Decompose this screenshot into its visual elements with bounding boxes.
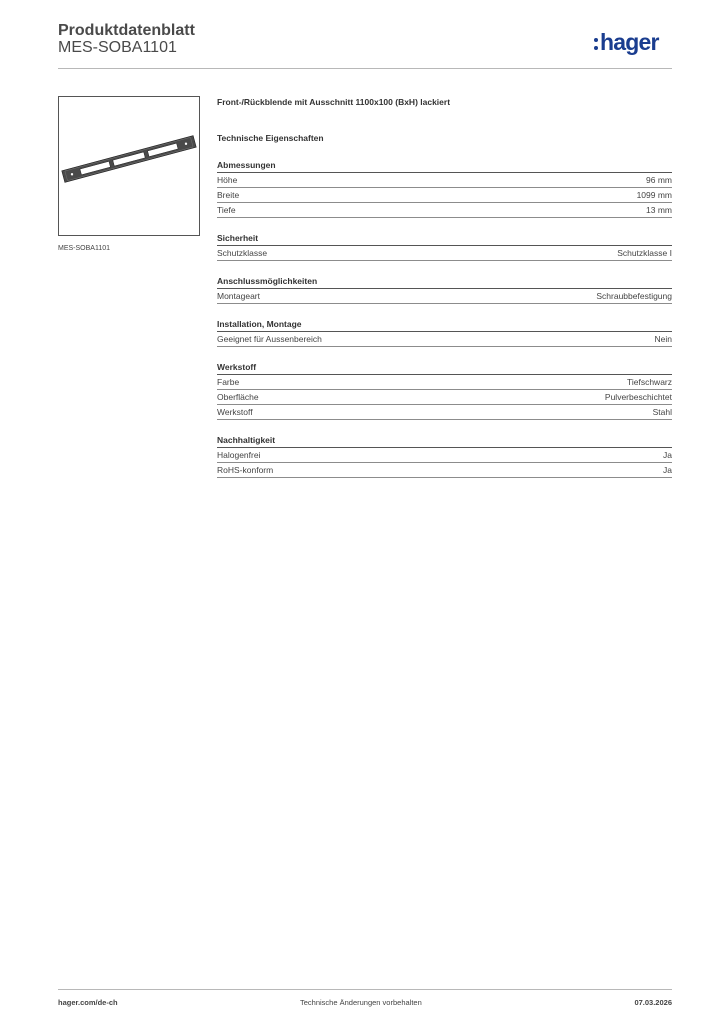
spec-label: Montageart <box>217 291 260 301</box>
spec-label: Breite <box>217 190 240 200</box>
spec-value: 1099 mm <box>636 190 672 200</box>
image-caption: MES-SOBA1101 <box>58 245 111 252</box>
spec-value: 96 mm <box>646 175 672 185</box>
spec-value: Stahl <box>652 407 672 417</box>
product-description: Front-/Rückblende mit Ausschnitt 1100x100 (BxH) lackiert <box>217 97 451 107</box>
section-sicherheit <box>217 231 672 261</box>
spec-value: Tiefschwarz <box>626 377 672 387</box>
logo-dots-icon <box>594 38 598 50</box>
header-divider <box>58 68 672 69</box>
section-title: Sicherheit <box>217 231 672 246</box>
logo-text: hager <box>600 29 659 55</box>
spec-row <box>217 289 672 304</box>
spec-label: Werkstoff <box>217 407 253 417</box>
section-nachhaltigkeit <box>217 433 672 478</box>
footer-url[interactable]: hager.com/de-ch <box>58 998 118 1007</box>
spec-row <box>217 188 672 203</box>
spec-value: Pulverbeschichtet <box>604 392 672 402</box>
spec-row <box>217 448 672 463</box>
spec-row <box>217 375 672 390</box>
footer-note: Technische Änderungen vorbehalten <box>300 998 422 1007</box>
spec-value: Schutzklasse I <box>617 248 672 258</box>
spec-row <box>217 405 672 420</box>
technical-properties-heading: Technische Eigenschaften <box>217 133 324 143</box>
spec-label: Tiefe <box>217 205 236 215</box>
spec-label: Geeignet für Aussenbereich <box>217 334 322 344</box>
spec-label: Oberfläche <box>217 392 259 402</box>
footer-date: 07.03.2026 <box>634 998 672 1007</box>
page-title: Produktdatenblatt <box>58 22 195 39</box>
spec-row <box>217 203 672 218</box>
hager-logo <box>594 29 659 56</box>
spec-row <box>217 246 672 261</box>
section-installation <box>217 317 672 347</box>
spec-row <box>217 173 672 188</box>
spec-value: Schraubbefestigung <box>596 291 672 301</box>
footer-divider <box>58 989 672 990</box>
spec-value: Ja <box>663 465 672 475</box>
spec-label: Schutzklasse <box>217 248 268 258</box>
front-panel-illustration <box>59 97 199 235</box>
spec-row <box>217 463 672 478</box>
spec-value: Ja <box>663 450 672 460</box>
section-abmessungen <box>217 158 672 218</box>
section-anschluss <box>217 274 672 304</box>
section-title: Abmessungen <box>217 158 672 173</box>
product-code: MES-SOBA1101 <box>58 39 177 56</box>
spec-label: Halogenfrei <box>217 450 261 460</box>
spec-label: Höhe <box>217 175 238 185</box>
product-image <box>58 96 200 236</box>
spec-value: 13 mm <box>646 205 672 215</box>
section-title: Anschlussmöglichkeiten <box>217 274 672 289</box>
spec-label: Farbe <box>217 377 240 387</box>
spec-value: Nein <box>654 334 672 344</box>
spec-row <box>217 390 672 405</box>
section-title: Nachhaltigkeit <box>217 433 672 448</box>
spec-label: RoHS-konform <box>217 465 274 475</box>
product-details <box>217 96 672 478</box>
section-title: Werkstoff <box>217 360 672 375</box>
section-werkstoff <box>217 360 672 420</box>
section-title: Installation, Montage <box>217 317 672 332</box>
spec-row <box>217 332 672 347</box>
